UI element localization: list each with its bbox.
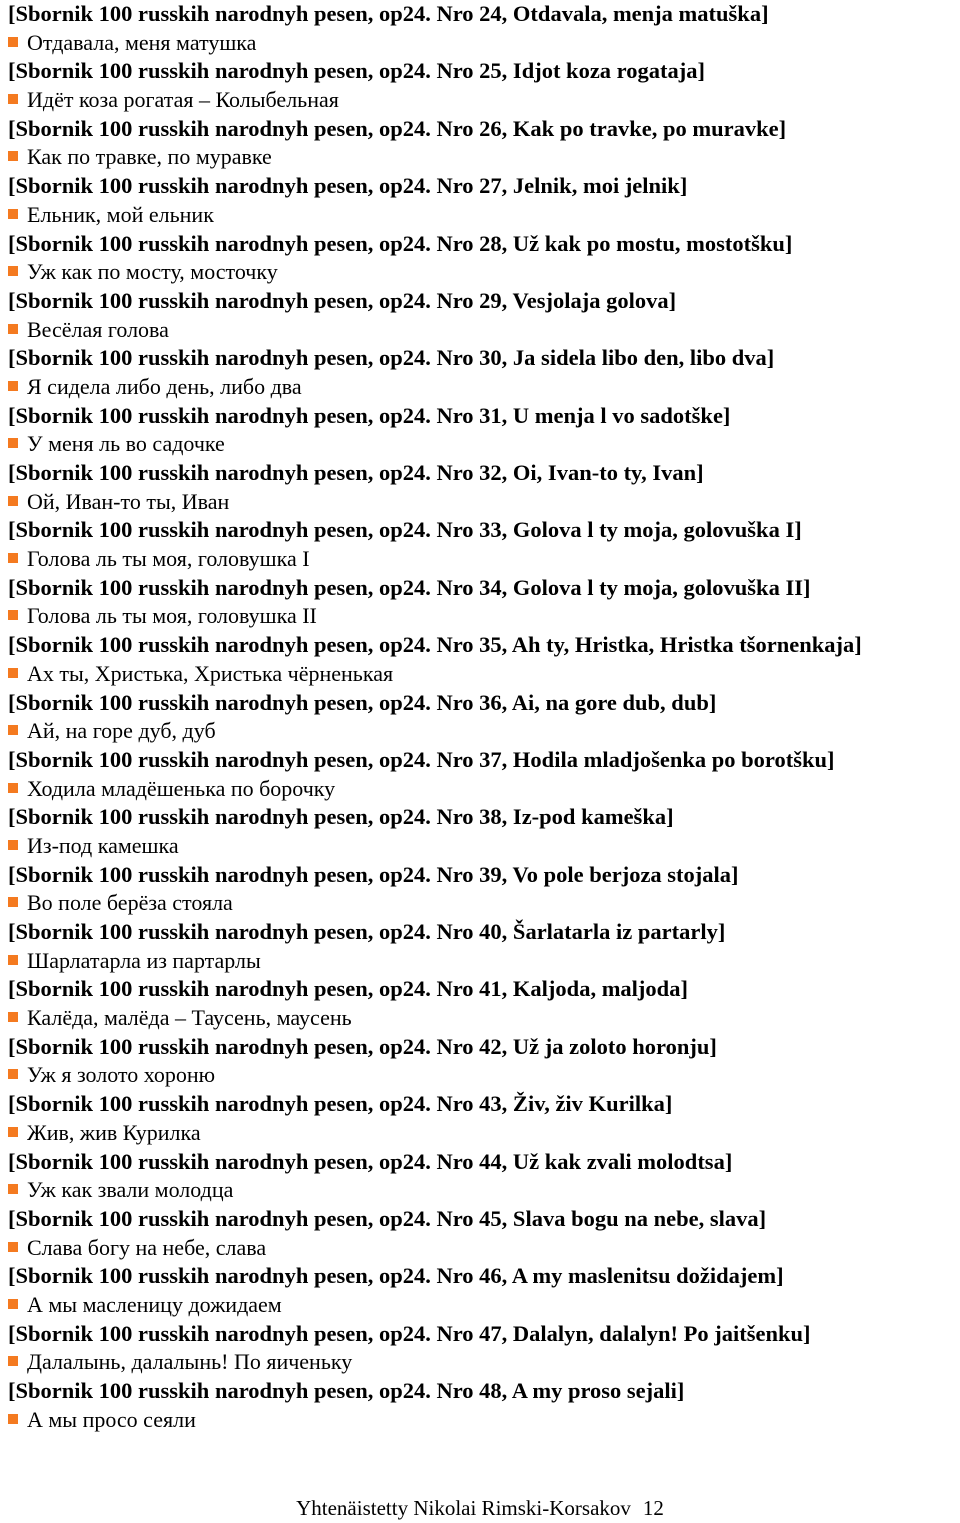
square-bullet-icon xyxy=(8,1127,18,1137)
entry-title: Во поле берёза стояла xyxy=(27,890,233,916)
entry-title-line xyxy=(8,889,958,918)
square-bullet-icon xyxy=(8,496,18,506)
list-item xyxy=(8,1320,958,1377)
entry-title: Ходила младёшенька по борочку xyxy=(27,775,336,801)
entry-title-line xyxy=(8,1061,958,1090)
square-bullet-icon xyxy=(8,381,18,391)
entry-title-line xyxy=(8,1348,958,1377)
entry-heading: [Sbornik 100 russkih narodnyh pesen, op24. Nro 40, Šarlatarla iz partarly] xyxy=(8,919,726,944)
square-bullet-icon xyxy=(8,610,18,620)
entry-title: А мы просо сеяли xyxy=(27,1406,196,1432)
square-bullet-icon xyxy=(8,266,18,276)
entry-heading: [Sbornik 100 russkih narodnyh pesen, op24. Nro 29, Vesjolaja golova] xyxy=(8,287,677,313)
list-item xyxy=(8,1033,958,1090)
square-bullet-icon xyxy=(8,1356,18,1366)
square-bullet-icon xyxy=(8,209,18,219)
entry-title: Шарлатарла из партарлы xyxy=(27,947,261,973)
entry-heading: [Sbornik 100 russkih narodnyh pesen, op24. Nro 43, Živ, živ Kurilka] xyxy=(8,1091,673,1117)
entry-title: Жив, жив Курилка xyxy=(27,1119,201,1145)
entry-title: Ах ты, Христька, Христька чёрненькая xyxy=(27,660,394,686)
entry-heading: [Sbornik 100 russkih narodnyh pesen, op24. Nro 47, Dalalyn, dalalyn! Po jaitšenku] xyxy=(8,1320,811,1346)
list-item xyxy=(8,1205,958,1262)
square-bullet-icon xyxy=(8,725,18,735)
list-item xyxy=(8,516,958,573)
entry-title-line xyxy=(8,1291,958,1320)
list-item xyxy=(8,918,958,975)
square-bullet-icon xyxy=(8,1012,18,1022)
list-item xyxy=(8,57,958,114)
list-item xyxy=(8,344,958,401)
list-item xyxy=(8,402,958,459)
entry-title: Уж как звали молодца xyxy=(27,1177,234,1203)
entry-heading: [Sbornik 100 russkih narodnyh pesen, op24. Nro 32, Oi, Ivan-to ty, Ivan] xyxy=(8,460,704,485)
entry-heading: [Sbornik 100 russkih narodnyh pesen, op24. Nro 31, U menja l vo sadotške] xyxy=(8,402,731,428)
entry-title: Как по травке, по муравке xyxy=(27,144,272,170)
entry-title: Отдавала, меня матушка xyxy=(27,29,257,55)
entry-heading: [Sbornik 100 russkih narodnyh pesen, op24. Nro 27, Jelnik, moi jelnik] xyxy=(8,173,688,199)
entry-title-line xyxy=(8,1176,958,1205)
entry-title-line xyxy=(8,832,958,861)
entry-heading: [Sbornik 100 russkih narodnyh pesen, op24. Nro 26, Kak po travke, po muravke] xyxy=(8,115,787,141)
square-bullet-icon xyxy=(8,783,18,793)
entry-title-line xyxy=(8,1234,958,1263)
list-item xyxy=(8,172,958,229)
square-bullet-icon xyxy=(8,668,18,678)
entry-title-line xyxy=(8,488,958,517)
entry-heading: [Sbornik 100 russkih narodnyh pesen, op24. Nro 44, Už kak zvali molodtsa] xyxy=(8,1148,733,1174)
entry-title: У меня ль во садочке xyxy=(27,431,225,457)
entry-title: Идёт коза рогатая – Колыбельная xyxy=(27,87,339,113)
square-bullet-icon xyxy=(8,955,18,965)
entry-title: Слава богу на небе, слава xyxy=(27,1234,267,1260)
list-item xyxy=(8,803,958,860)
entry-title-line xyxy=(8,29,958,58)
entry-heading: [Sbornik 100 russkih narodnyh pesen, op24. Nro 37, Hodila mladjošenka po borotšku] xyxy=(8,746,835,772)
list-item xyxy=(8,861,958,918)
entry-title-line xyxy=(8,201,958,230)
square-bullet-icon xyxy=(8,151,18,161)
entry-heading: [Sbornik 100 russkih narodnyh pesen, op24. Nro 28, Už kak po mostu, mostotšku] xyxy=(8,230,793,256)
square-bullet-icon xyxy=(8,324,18,334)
list-item xyxy=(8,459,958,516)
entry-title: Ай, на горе дуб, дуб xyxy=(27,718,216,744)
square-bullet-icon xyxy=(8,1184,18,1194)
list-item xyxy=(8,287,958,344)
entry-heading: [Sbornik 100 russkih narodnyh pesen, op24. Nro 42, Už ja zoloto horonju] xyxy=(8,1033,717,1059)
entry-title-line xyxy=(8,775,958,804)
entry-title-line xyxy=(8,143,958,172)
square-bullet-icon xyxy=(8,840,18,850)
footer-text: Yhtenäistetty Nikolai Rimski-Korsakov xyxy=(296,1496,631,1520)
list-item xyxy=(8,115,958,172)
square-bullet-icon xyxy=(8,37,18,47)
list-item xyxy=(8,0,958,57)
entry-title: Весёлая голова xyxy=(27,316,169,342)
entry-title-line xyxy=(8,660,958,689)
entry-title: Уж я золото хороню xyxy=(27,1062,216,1088)
entry-title: Далалынь, далалынь! По яиченьку xyxy=(27,1349,353,1375)
entry-heading: [Sbornik 100 russkih narodnyh pesen, op24. Nro 36, Ai, na gore dub, dub] xyxy=(8,689,717,715)
square-bullet-icon xyxy=(8,1414,18,1424)
page-footer xyxy=(0,1495,960,1521)
entry-heading: [Sbornik 100 russkih narodnyh pesen, op24. Nro 33, Golova l ty moja, golovuška I] xyxy=(8,517,802,543)
entry-title: А мы масленицу дожидаем xyxy=(27,1291,282,1317)
entry-title-line xyxy=(8,602,958,631)
entry-title: Уж как по мосту, мосточку xyxy=(27,259,278,285)
square-bullet-icon xyxy=(8,1242,18,1252)
entry-title: Голова ль ты моя, головушка I xyxy=(27,546,310,572)
entry-title-line xyxy=(8,86,958,115)
entry-title: Ельник, мой ельник xyxy=(27,201,214,227)
entry-title-line xyxy=(8,545,958,574)
entry-title-line xyxy=(8,258,958,287)
square-bullet-icon xyxy=(8,553,18,563)
entry-title-line xyxy=(8,430,958,459)
list-item xyxy=(8,1148,958,1205)
list-item xyxy=(8,574,958,631)
list-item xyxy=(8,1262,958,1319)
entry-heading: [Sbornik 100 russkih narodnyh pesen, op24. Nro 45, Slava bogu na nebe, slava] xyxy=(8,1205,767,1231)
entry-heading: [Sbornik 100 russkih narodnyh pesen, op24. Nro 34, Golova l ty moja, golovuška II] xyxy=(8,574,811,600)
square-bullet-icon xyxy=(8,438,18,448)
entry-heading: [Sbornik 100 russkih narodnyh pesen, op24. Nro 25, Idjot koza rogataja] xyxy=(8,58,705,84)
entry-title-line xyxy=(8,717,958,746)
entry-title: Калёда, малёда – Таусень, маусень xyxy=(27,1005,352,1031)
page-number: 12 xyxy=(642,1496,664,1520)
square-bullet-icon xyxy=(8,94,18,104)
entry-title-line xyxy=(8,373,958,402)
entry-title-line xyxy=(8,1119,958,1148)
entry-list xyxy=(8,0,958,1434)
list-item xyxy=(8,746,958,803)
entry-heading: [Sbornik 100 russkih narodnyh pesen, op24. Nro 46, A my maslenitsu dožidajem] xyxy=(8,1263,784,1289)
entry-title: Из-под камешка xyxy=(27,832,179,858)
list-item xyxy=(8,689,958,746)
square-bullet-icon xyxy=(8,1069,18,1079)
list-item xyxy=(8,230,958,287)
entry-title-line xyxy=(8,947,958,976)
entry-heading: [Sbornik 100 russkih narodnyh pesen, op24. Nro 35, Ah ty, Hristka, Hristka tšornenkaja] xyxy=(8,632,862,658)
list-item xyxy=(8,975,958,1032)
entry-heading: [Sbornik 100 russkih narodnyh pesen, op24. Nro 39, Vo pole berjoza stojala] xyxy=(8,861,739,887)
entry-heading: [Sbornik 100 russkih narodnyh pesen, op24. Nro 48, A my proso sejali] xyxy=(8,1378,685,1403)
square-bullet-icon xyxy=(8,897,18,907)
entry-title: Голова ль ты моя, головушка II xyxy=(27,603,317,629)
entry-heading: [Sbornik 100 russkih narodnyh pesen, op24. Nro 41, Kaljoda, maljoda] xyxy=(8,976,688,1002)
entry-heading: [Sbornik 100 russkih narodnyh pesen, op24. Nro 30, Ja sidela libo den, libo dva] xyxy=(8,345,775,371)
entry-title-line xyxy=(8,1004,958,1033)
entry-title-line xyxy=(8,316,958,345)
entry-heading: [Sbornik 100 russkih narodnyh pesen, op24. Nro 38, Iz-pod kameška] xyxy=(8,804,674,830)
entry-heading: [Sbornik 100 russkih narodnyh pesen, op24. Nro 24, Otdavala, menja matuška] xyxy=(8,1,769,26)
entry-title-line xyxy=(8,1406,958,1435)
square-bullet-icon xyxy=(8,1299,18,1309)
entry-title: Ой, Иван-то ты, Иван xyxy=(27,488,230,514)
list-item xyxy=(8,1090,958,1147)
list-item xyxy=(8,1377,958,1434)
list-item xyxy=(8,631,958,688)
entry-title: Я сидела либо день, либо два xyxy=(27,373,302,399)
